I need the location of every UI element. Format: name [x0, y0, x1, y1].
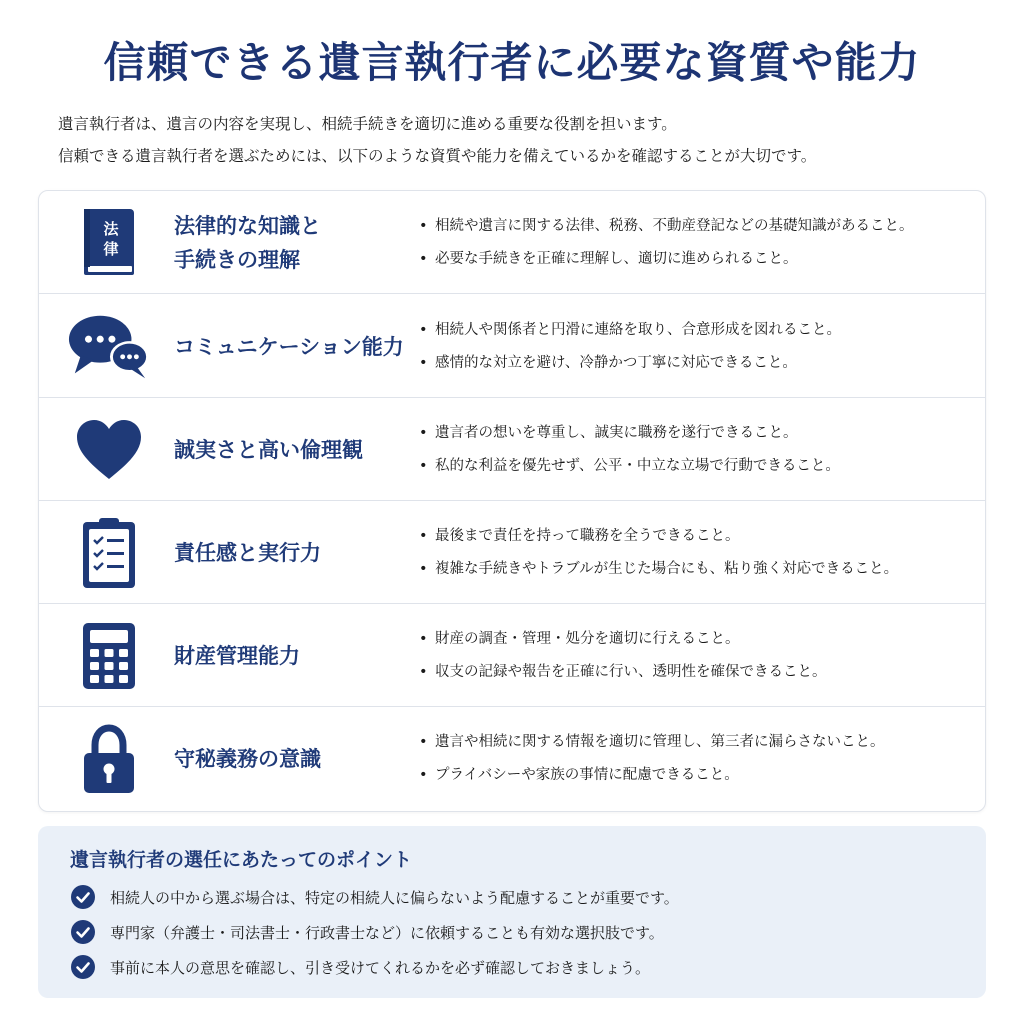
quality-bullets — [419, 707, 984, 810]
page-title: 信頼できる遺言執行者に必要な資質や能力 — [103, 38, 921, 87]
bullet-item: • 複雑な手続きやトラブルが生じた場合にも、粘り強く対応できること。 — [419, 553, 984, 586]
bullet-item: • 遺言や相続に関する情報を適切に管理し、第三者に漏らさないこと。 — [419, 726, 984, 759]
heart-icon — [67, 412, 151, 488]
quality-title — [174, 398, 414, 501]
quality-row-communication — [39, 295, 985, 398]
law-book-char: 律 — [103, 240, 119, 258]
point-item — [70, 919, 664, 945]
quality-title — [174, 295, 414, 398]
quality-row-confidentiality — [39, 707, 985, 810]
quality-bullets — [419, 501, 984, 604]
quality-title-line: 法律的な知識と — [174, 213, 321, 238]
quality-bullets — [419, 295, 984, 398]
quality-title — [174, 191, 414, 294]
check-circle-icon — [70, 954, 96, 980]
check-circle-icon — [70, 884, 96, 910]
quality-title-line: 守秘義務の意識 — [174, 746, 321, 771]
bullet-item: • 必要な手続きを正確に理解し、適切に進められること。 — [419, 243, 984, 276]
bullet-item: • 感情的な対立を避け、冷静かつ丁寧に対応できること。 — [419, 347, 984, 380]
point-text: 専門家（弁護士・司法書士・行政書士など）に依頼することも有効な選択肢です。 — [110, 923, 664, 942]
quality-row-responsibility — [39, 501, 985, 604]
bullet-item: • プライバシーや家族の事情に配慮できること。 — [419, 759, 984, 792]
quality-title — [174, 707, 414, 810]
bullet-item: • 私的な利益を優先せず、公平・中立な立場で行動できること。 — [419, 450, 984, 483]
point-item — [70, 884, 679, 910]
intro-line: 遺言執行者は、遺言の内容を実現し、相続手続きを適切に進める重要な役割を担います。 — [58, 115, 677, 133]
bullet-item: • 収支の記録や報告を正確に行い、透明性を確保できること。 — [419, 656, 984, 689]
bullet-item: • 最後まで責任を持って職務を全うできること。 — [419, 520, 984, 553]
quality-bullets — [419, 604, 984, 707]
quality-title-line: 財産管理能力 — [174, 643, 300, 668]
quality-title-line: 手続きの理解 — [174, 247, 300, 272]
quality-title — [174, 501, 414, 604]
quality-title — [174, 604, 414, 707]
quality-row-asset-management — [39, 604, 985, 707]
law-book-char: 法 — [103, 220, 119, 238]
bullet-item: • 財産の調査・管理・処分を適切に行えること。 — [419, 623, 984, 656]
calculator-icon — [67, 618, 151, 694]
bullet-item: • 相続や遺言に関する法律、税務、不動産登記などの基礎知識があること。 — [419, 210, 984, 243]
padlock-icon — [67, 721, 151, 797]
quality-title-line: コミュニケーション能力 — [174, 334, 404, 359]
law-book-icon — [67, 205, 151, 281]
bullet-item: • 遺言者の想いを尊重し、誠実に職務を遂行できること。 — [419, 417, 984, 450]
quality-title-line: 責任感と実行力 — [174, 540, 321, 565]
intro-line: 信頼できる遺言執行者を選ぶためには、以下のような資質や能力を備えているかを確認することが大切です。 — [58, 147, 817, 165]
qualities-card — [38, 190, 986, 812]
points-title: 遺言執行者の選任にあたってのポイント — [70, 849, 413, 871]
speech-bubbles-icon — [67, 309, 151, 385]
quality-title-line: 誠実さと高い倫理観 — [174, 437, 363, 462]
quality-row-legal — [39, 191, 985, 294]
point-text: 相続人の中から選ぶ場合は、特定の相続人に偏らないよう配慮することが重要です。 — [110, 888, 679, 907]
point-item — [70, 954, 650, 980]
point-text: 事前に本人の意思を確認し、引き受けてくれるかを必ず確認しておきましょう。 — [110, 958, 651, 977]
clipboard-checklist-icon — [67, 515, 151, 591]
bullet-item: • 相続人や関係者と円滑に連絡を取り、合意形成を図れること。 — [419, 314, 984, 347]
quality-bullets — [419, 191, 984, 294]
points-box — [38, 826, 986, 998]
quality-bullets — [419, 398, 984, 501]
quality-row-integrity — [39, 398, 985, 501]
intro — [58, 108, 998, 172]
check-circle-icon — [70, 919, 96, 945]
